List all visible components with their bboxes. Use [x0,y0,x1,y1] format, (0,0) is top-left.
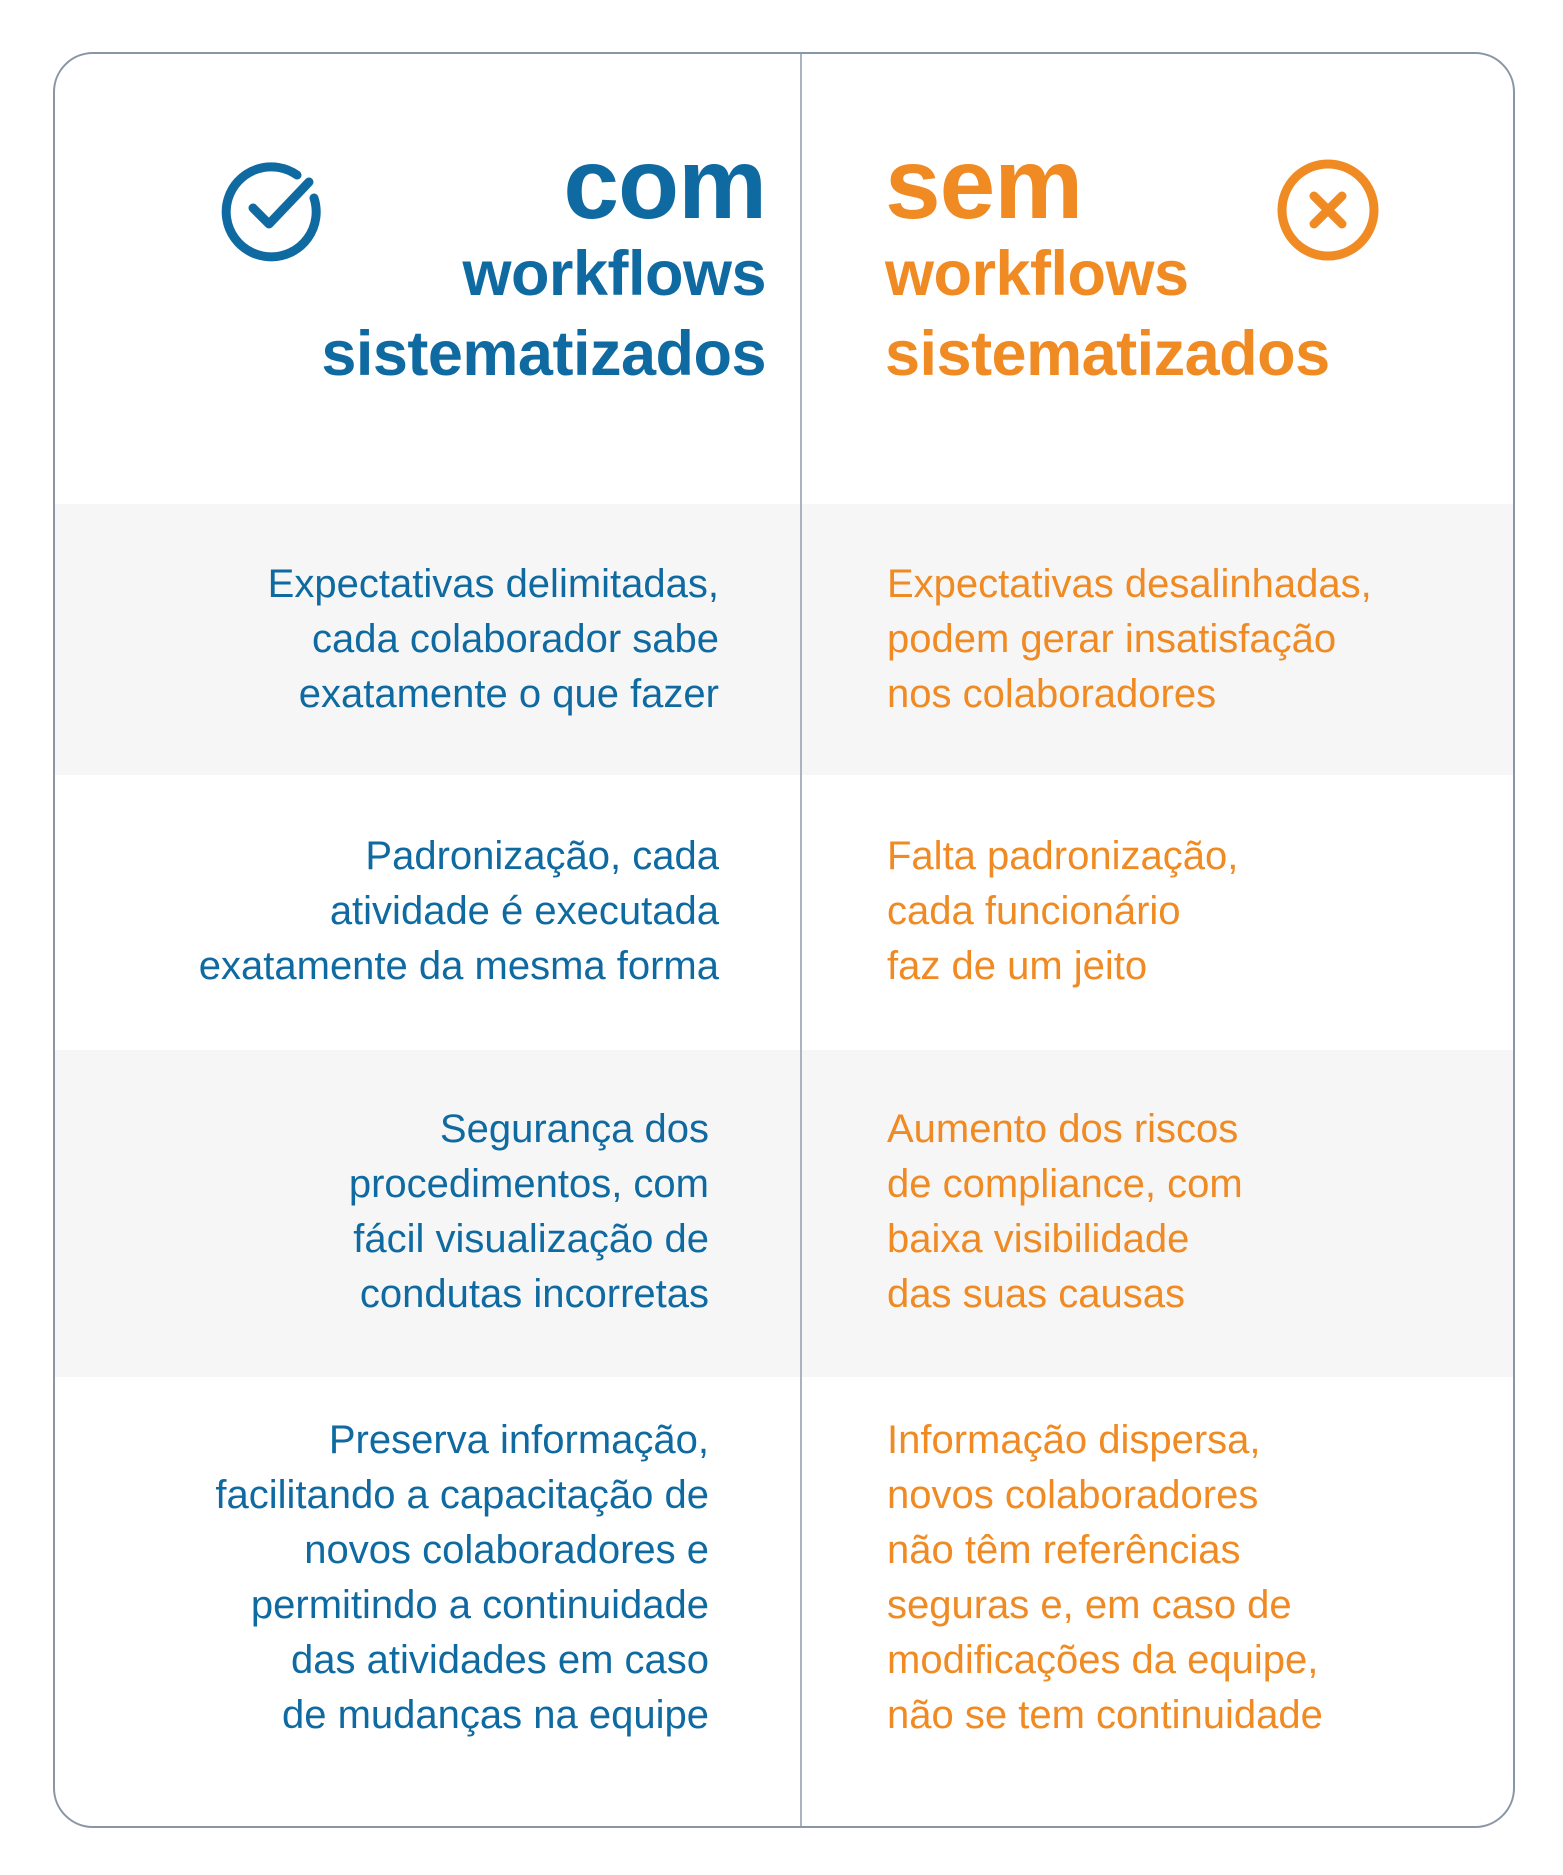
check-circle-icon [221,158,325,262]
header-com-line2: workflows [462,239,766,309]
header-com-title: com [563,128,766,240]
row-4-sem-text: Informação dispersa, novos colaboradores não têm referências seguras e, em caso de modificações da equipe, não se tem continuidade [887,1418,1323,1737]
row-3-sem-text: Aumento dos riscos de compliance, com baixa visibilidade das suas causas [887,1107,1243,1316]
row-3-com-text: Segurança dos procedimentos, com fácil visualização de condutas incorretas [348,1107,709,1316]
row-band-3 [55,1050,1513,1377]
row-1-com-text: Expectativas delimitadas, cada colaborador sabe exatamente o que fazer [267,562,719,716]
row-2-com-text: Padronização, cada atividade é executada exatamente da mesma forma [198,834,719,988]
row-4-com-text: Preserva informação, facilitando a capacitação de novos colaboradores e permitindo a continuidade das atividades em caso de mudanças na equipe [215,1418,709,1737]
column-divider [800,54,802,1826]
header-sem-line3: sistematizados [885,319,1330,389]
header-sem-title: sem [885,128,1083,240]
comparison-card [53,52,1515,1828]
header-sem [885,128,1330,394]
header-sem-line2: workflows [885,239,1189,309]
header-com-line3: sistematizados [321,319,766,389]
header-com [321,128,766,394]
row-1-sem-text: Expectativas desalinhadas, podem gerar insatisfação nos colaboradores [887,562,1372,716]
row-2-sem-text: Falta padronização, cada funcionário faz de um jeito [887,834,1239,988]
